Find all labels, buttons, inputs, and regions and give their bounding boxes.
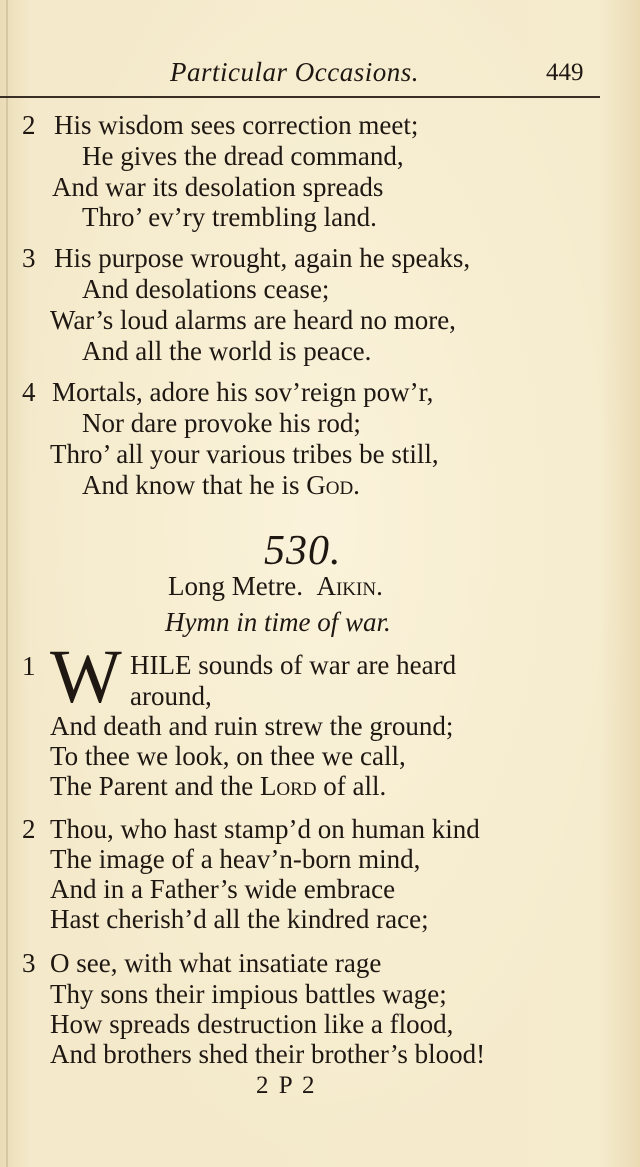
verse-line: O see, with what insatiate rage (50, 948, 382, 978)
running-head: Particular Occasions. (170, 57, 419, 87)
verse-line: around, (130, 681, 212, 711)
stanza-number: 4 (22, 377, 36, 407)
verse-line: To thee we look, on thee we call, (50, 741, 406, 771)
verse-line: And brothers shed their brother’s blood! (50, 1039, 486, 1069)
page-number: 449 (546, 59, 584, 86)
divine-name: God. (306, 470, 360, 500)
verse-line: And death and ruin strew the ground; (50, 711, 454, 741)
verse-line: Thy sons their impious battles wage; (50, 979, 447, 1009)
verse-line: Thou, who hast stamp’d on human kind (50, 814, 480, 844)
verse-line: The image of a heav’n-born mind, (50, 844, 421, 874)
verse-text: And know that he is (82, 470, 307, 500)
verse-line (82, 472, 360, 499)
stanza-number: 2 (22, 814, 36, 844)
stanza-number: 3 (22, 243, 36, 273)
verse-line: And all the world is peace. (82, 336, 372, 366)
verse-line: Thro’ ev’ry trembling land. (82, 202, 377, 232)
hymn-number: 530. (264, 528, 342, 574)
verse-line: Hast cherish’d all the kindred race; (50, 904, 429, 934)
verse-line (50, 773, 386, 800)
verse-line: And war its desolation spreads (52, 172, 384, 202)
verse-line: His purpose wrought, again he speaks, (54, 243, 471, 273)
verse-line: Thro’ all your various tribes be still, (50, 439, 439, 469)
signature-mark: 2 P 2 (256, 1072, 317, 1099)
hymn-title: Hymn in time of war. (165, 607, 391, 637)
stanza-number: 3 (22, 948, 36, 978)
binding-edge (6, 0, 8, 1167)
verse-text: The Parent and the (50, 771, 260, 801)
verse-line: And desolations cease; (82, 274, 330, 304)
verse-line: How spreads destruction like a flood, (50, 1009, 454, 1039)
stanza-number: 2 (22, 110, 36, 140)
stanza-number: 1 (22, 651, 36, 681)
verse-line: And in a Father’s wide embrace (50, 874, 396, 904)
hymn-author: Aikin. (316, 571, 383, 601)
verse-line: He gives the dread command, (82, 141, 404, 171)
header-rule (0, 96, 600, 98)
hymn-meter: Long Metre. (168, 571, 303, 601)
divine-name: Lord (259, 771, 317, 801)
verse-line: HILE sounds of war are heard (130, 650, 457, 680)
verse-line: His wisdom sees correction meet; (54, 110, 419, 140)
verse-line: Mortals, adore his sov’reign pow’r, (52, 377, 434, 407)
verse-text: of all. (316, 771, 387, 801)
verse-line: Nor dare provoke his rod; (82, 408, 361, 438)
hymn-meter-line (168, 571, 383, 602)
verse-line: War’s loud alarms are heard no more, (50, 305, 456, 335)
drop-cap: W (50, 635, 122, 719)
